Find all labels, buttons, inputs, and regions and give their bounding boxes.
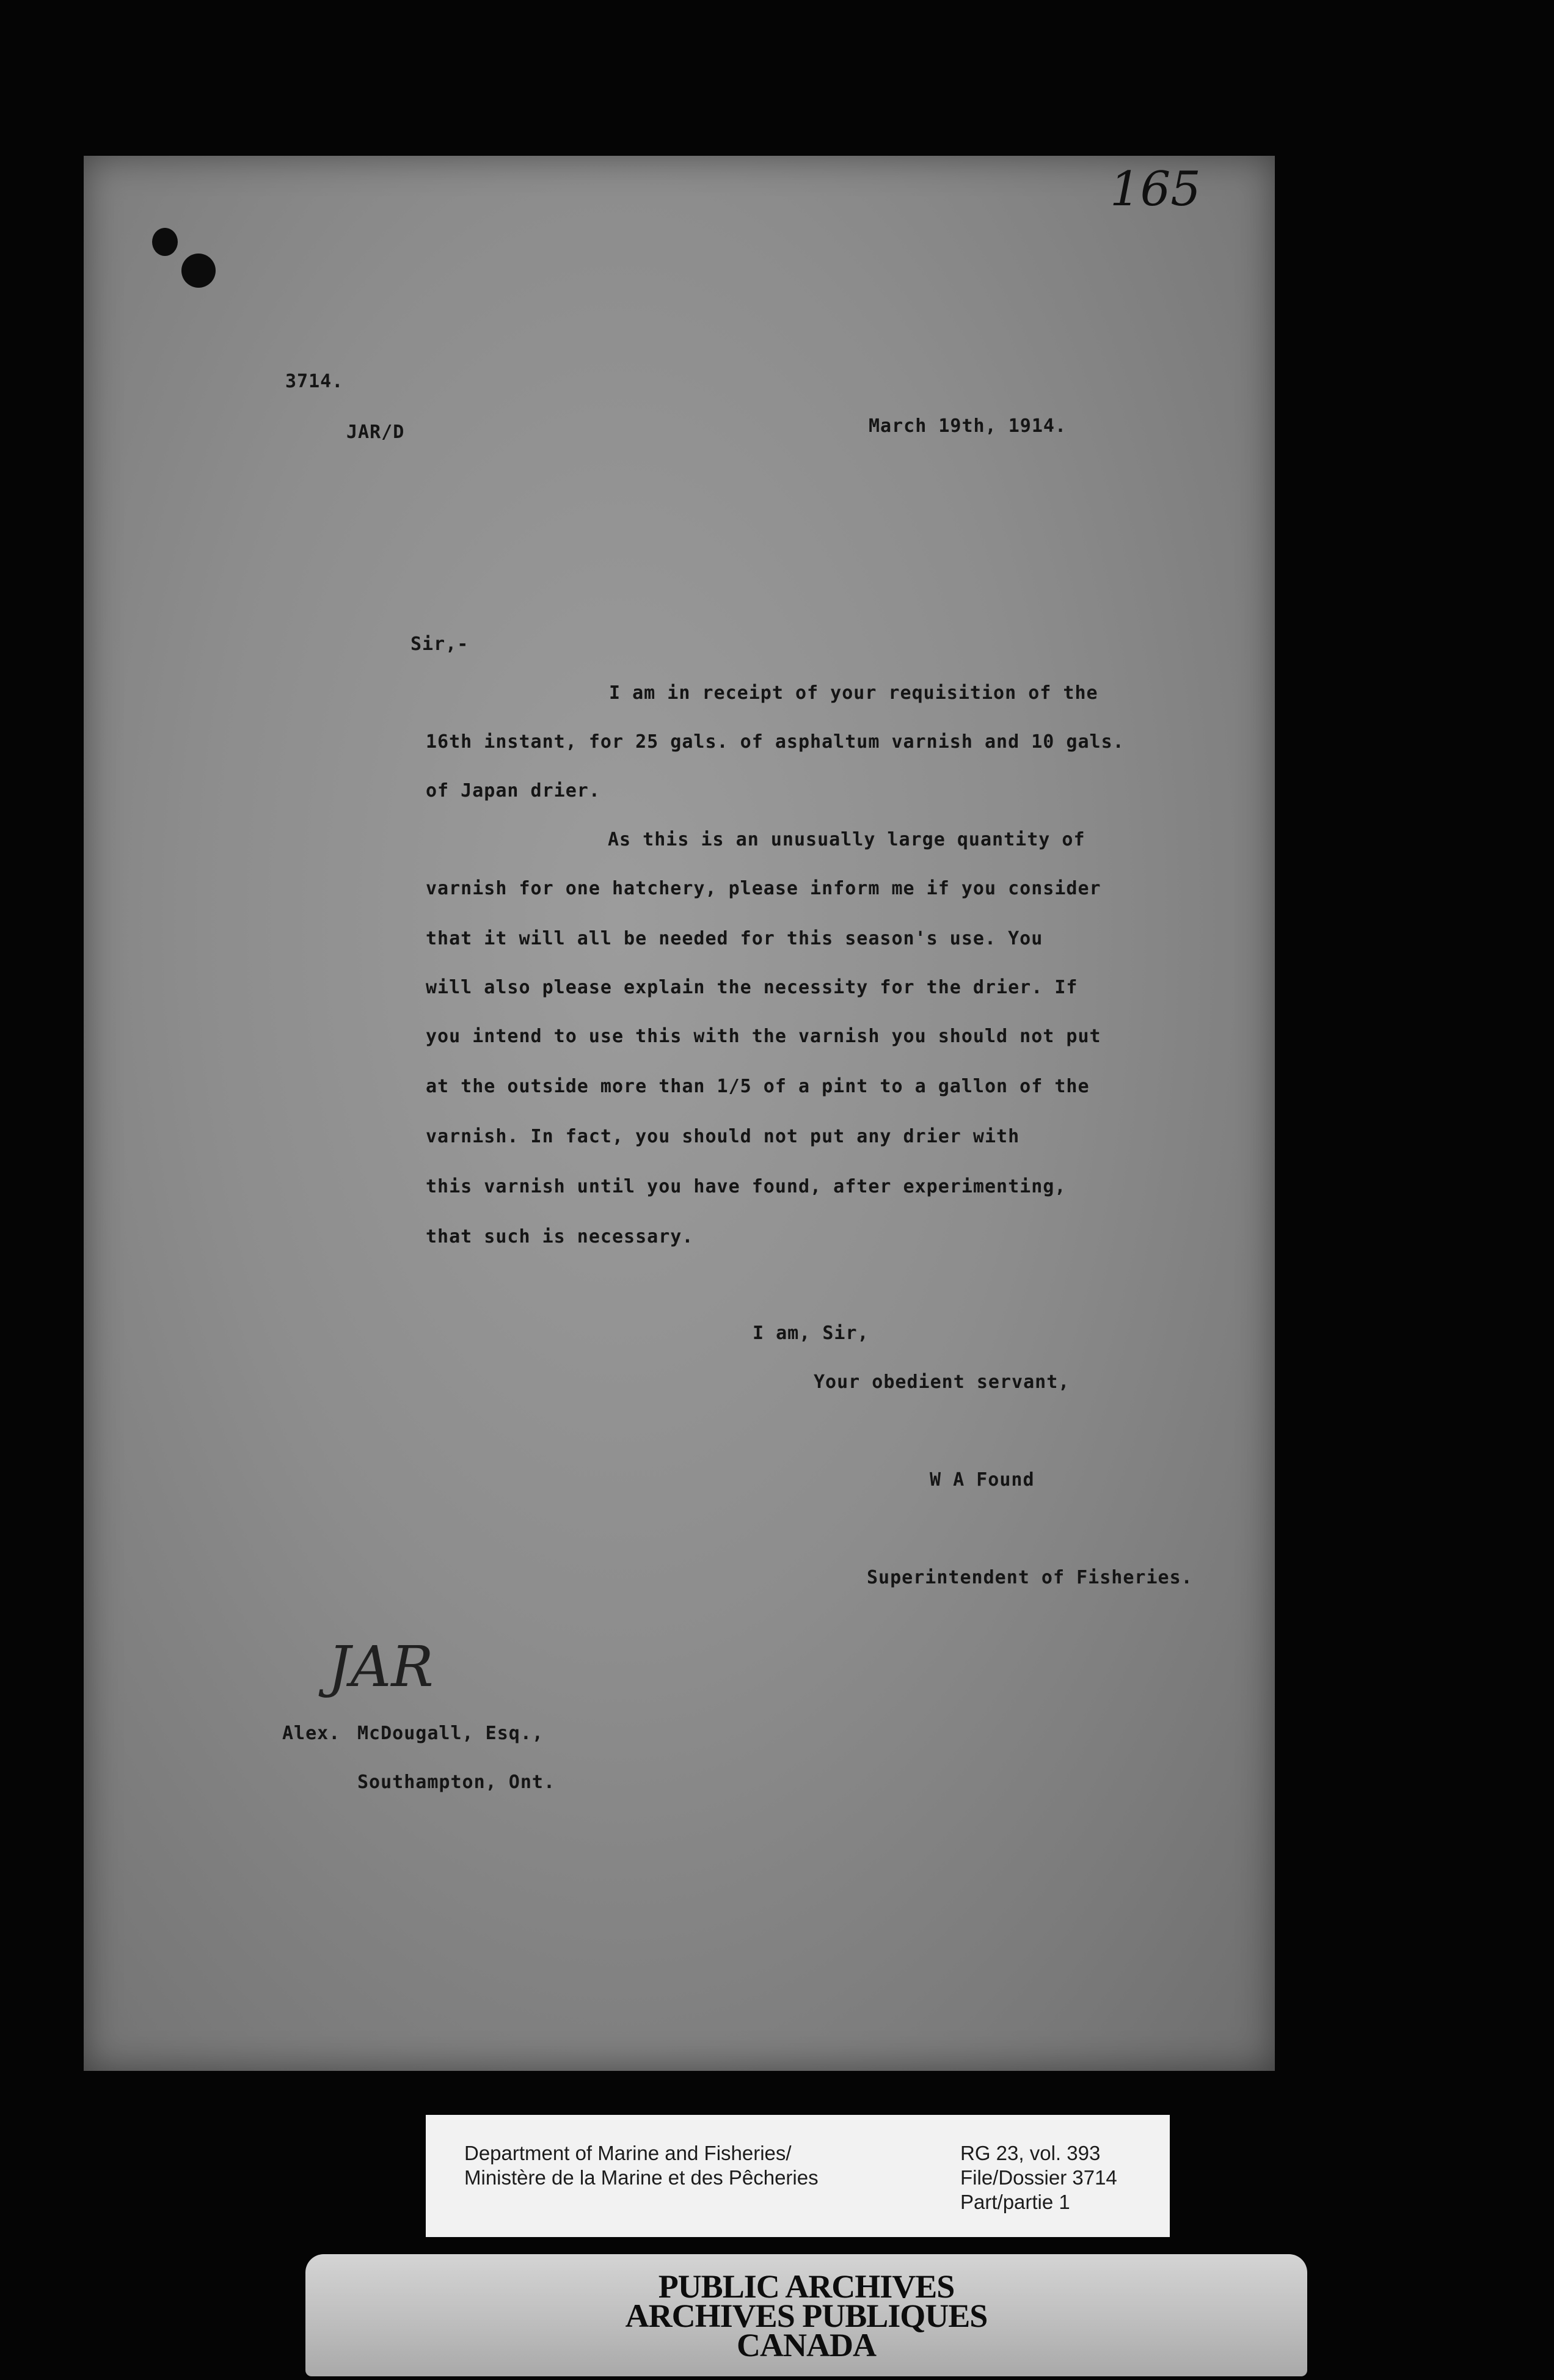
- closing-line: I am, Sir,: [753, 1323, 869, 1344]
- letter-date: March 19th, 1914.: [869, 415, 1067, 437]
- salutation: Sir,-: [410, 633, 469, 655]
- body-line: at the outside more than 1/5 of a pint to a gallon of the: [426, 1076, 1090, 1097]
- department-fr: Ministère de la Marine et des Pêcheries: [464, 2166, 819, 2189]
- body-line: of Japan drier.: [426, 780, 600, 801]
- body-line: you intend to use this with the varnish you should not put: [426, 1026, 1101, 1047]
- body-line: I am in receipt of your requisition of the: [609, 682, 1098, 704]
- letter-page: [84, 156, 1275, 2071]
- body-line: varnish for one hatchery, please inform me if you consider: [426, 878, 1101, 899]
- file-reference: 3714.: [285, 371, 344, 392]
- department-en: Department of Marine and Fisheries/: [464, 2142, 792, 2164]
- addressee-prefix: Alex.: [282, 1723, 341, 1744]
- part-number: Part/partie 1: [960, 2191, 1070, 2213]
- handwritten-initials: JAR: [328, 1634, 434, 1699]
- stamp-line-3: CANADA: [737, 2327, 876, 2364]
- stamp-line-2: ARCHIVES PUBLIQUES: [625, 2298, 988, 2334]
- label-department: [464, 2141, 819, 2190]
- body-line: this varnish until you have found, after experimenting,: [426, 1176, 1067, 1197]
- label-reference: [960, 2141, 1117, 2214]
- body-line: 16th instant, for 25 gals. of asphaltum varnish and 10 gals.: [426, 731, 1125, 753]
- record-group: RG 23, vol. 393: [960, 2142, 1101, 2164]
- page-number: 165: [1110, 162, 1201, 217]
- body-line: that such is necessary.: [426, 1226, 694, 1247]
- punch-hole-bottom: [181, 254, 216, 288]
- archive-label: [426, 2115, 1170, 2237]
- body-line: will also please explain the necessity for the drier. If: [426, 977, 1078, 998]
- punch-hole-top: [152, 228, 178, 256]
- body-line: As this is an unusually large quantity of: [608, 829, 1085, 850]
- body-line: that it will all be needed for this season's use. You: [426, 928, 1043, 949]
- body-line: varnish. In fact, you should not put any drier with: [426, 1126, 1020, 1147]
- typist-initials: JAR/D: [346, 422, 405, 443]
- stamp-line-1: PUBLIC ARCHIVES: [658, 2268, 955, 2305]
- signatory-title: Superintendent of Fisheries.: [867, 1567, 1193, 1588]
- signature: W A Found: [930, 1469, 1035, 1491]
- archives-stamp: [305, 2254, 1307, 2376]
- addressee-name: McDougall, Esq.,: [357, 1723, 544, 1744]
- addressee-location: Southampton, Ont.: [357, 1772, 556, 1793]
- file-number: File/Dossier 3714: [960, 2166, 1117, 2189]
- closing-line: Your obedient servant,: [814, 1371, 1070, 1393]
